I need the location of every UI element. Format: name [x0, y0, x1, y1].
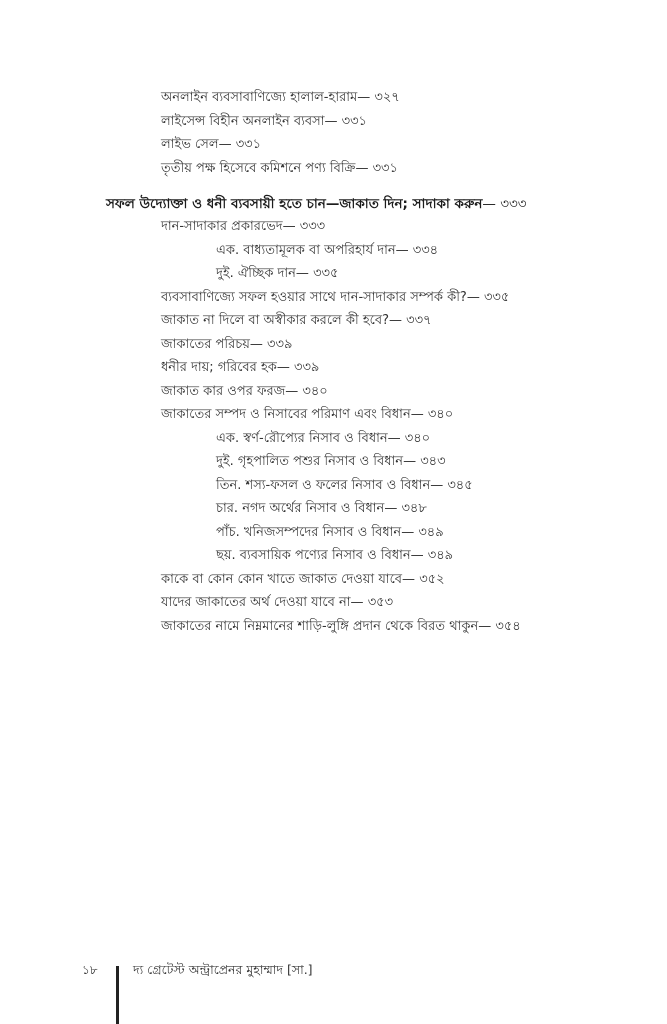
toc-entry [161, 593, 393, 613]
toc-entry-title: দান-সাদাকার প্রকারভেদ [161, 219, 283, 234]
toc-entry-page: ৩৫৩ [367, 595, 394, 610]
toc-entry-title: এক. বাধ্যতামূলক বা অপরিহার্য দান [216, 243, 396, 258]
toc-entry [161, 335, 292, 355]
toc-entry-page: ৩৩৫ [313, 266, 339, 281]
toc-dash: — [285, 384, 303, 399]
toc-subentry [216, 429, 430, 449]
toc-entry [161, 358, 319, 378]
toc-entry-title: জাকাত কার ওপর ফরজ [161, 384, 286, 399]
toc-subentry [216, 499, 427, 519]
toc-dash: — [276, 360, 295, 375]
toc-dash: — [403, 454, 421, 469]
toc-entry [161, 382, 328, 402]
toc-dash: — [355, 161, 373, 176]
toc-dash: — [249, 337, 268, 352]
toc-entry-page: ৩৪০ [302, 384, 328, 399]
toc-subentry [216, 546, 453, 566]
toc-entry-page: ৩৩১ [341, 114, 367, 129]
toc-entry-title: জাকাত না দিলে বা অস্বীকার করলে কী হবে? [161, 313, 390, 328]
toc-entry-page: ৩৫৪ [495, 619, 521, 634]
toc-dash: — [350, 595, 368, 610]
toc-entry-title: কাকে বা কোন কোন খাতে জাকাত দেওয়া যাবে [161, 572, 403, 587]
toc-entry [161, 112, 367, 132]
toc-entry-title: তৃতীয় পক্ষ হিসেবে কমিশনে পণ্য বিক্রি [161, 161, 356, 176]
toc-dash: — [387, 431, 405, 446]
toc-dash: — [384, 501, 402, 516]
toc-entry-title: দুই. গৃহপালিত পশুর নিসাব ও বিধান [216, 454, 404, 469]
toc-entry-title: দুই. ঐচ্ছিক দান [216, 266, 296, 281]
toc-subentry [216, 452, 446, 472]
toc-entry [161, 88, 400, 108]
toc-subentry [216, 264, 338, 284]
toc-dash: — [430, 478, 448, 493]
toc-entry-title: সফল উদ্যোক্তা ও ধনী ব্যবসায়ী হতে চান—জাকাত দিন; সাদাকা করুন [106, 196, 483, 212]
toc-entry [161, 135, 261, 155]
toc-entry-title: ছয়. ব্যবসায়িক পণ্যের নিসাব ও বিধান [216, 548, 411, 563]
toc-dash: — [357, 90, 375, 105]
toc-entry [161, 159, 398, 179]
toc-dash: — [478, 619, 496, 634]
toc-entry-page: ৩৩৯ [267, 337, 293, 352]
toc-entry-page: ৩৩৩ [299, 219, 326, 234]
footer-divider [116, 966, 119, 1024]
toc-entry [161, 217, 325, 237]
toc-entry-title: জাকাতের পরিচয় [161, 337, 250, 352]
toc-dash: — [324, 114, 342, 129]
toc-entry-title: ধনীর দায়; গরিবের হক [161, 360, 277, 375]
toc-dash: — [402, 572, 420, 587]
toc-entry-page: ৩৪৩ [420, 454, 446, 469]
toc-entry-title: লাইসেন্স বিহীন অনলাইন ব্যবসা [161, 114, 325, 129]
toc-entry [161, 311, 432, 331]
toc-dash: — [410, 548, 428, 563]
toc-entry-page: ৩৩১ [235, 137, 262, 152]
toc-dash: — [466, 290, 484, 305]
toc-dash: — [401, 525, 419, 540]
toc-entry-page: ৩৩৯ [294, 360, 320, 375]
toc-entry-title: লাইভ সেল [161, 137, 219, 152]
toc-entry-title: যাদের জাকাতের অর্থ দেওয়া যাবে না [161, 595, 351, 610]
toc-entry-title: জাকাতের সম্পদ ও নিসাবের পরিমাণ এবং বিধান [161, 407, 411, 422]
toc-entry-title: তিন. শস্য-ফসল ও ফলের নিসাব ও বিধান [216, 478, 431, 493]
toc-entry-page: ৩৩৫ [483, 290, 510, 305]
toc-entry-page: ৩৩৭ [406, 313, 432, 328]
toc-dash: — [410, 407, 428, 422]
toc-subentry [216, 523, 444, 543]
toc-entry-title: ব্যবসাবাণিজ্যে সফল হওয়ার সাথে দান-সাদাকার সম্পর্ক কী? [161, 290, 467, 305]
toc-dash: — [282, 219, 300, 234]
toc-entry-page: ৩৩১ [372, 161, 398, 176]
toc-entry [161, 570, 445, 590]
toc-entry-page: ৩৪৯ [418, 525, 444, 540]
toc-entry [161, 617, 521, 637]
toc-entry-page: ৩৪৫ [447, 478, 473, 493]
toc-entry-title: চার. নগদ অর্থের নিসাব ও বিধান [216, 501, 385, 516]
toc-subentry [216, 476, 473, 496]
toc-entry-page: ৩৩৪ [412, 243, 439, 258]
running-book-title: দ্য গ্রেটেস্ট অন্ট্রাপ্রেনর মুহাম্মাদ [সা.] [133, 962, 313, 977]
page-number: ১৮ [82, 963, 98, 977]
toc-entry-page: ৩৪৯ [427, 548, 454, 563]
toc-entry-title: এক. স্বর্ণ-রৌপ্যের নিসাব ও বিধান [216, 431, 388, 446]
toc-dash: — [389, 313, 407, 328]
toc-dash: — [395, 243, 413, 258]
toc-dash: — [482, 196, 501, 212]
toc-dash: — [295, 266, 314, 281]
toc-entry-title: জাকাতের নামে নিম্নমানের শাড়ি-লুঙ্গি প্রদান থেকে বিরত থাকুন [161, 619, 479, 634]
toc-entry-page: ৩৩৩ [500, 196, 527, 212]
toc-chapter-heading [106, 194, 527, 214]
toc-dash: — [218, 137, 236, 152]
toc-entry-page: ৩৫২ [419, 572, 445, 587]
toc-entry-page: ৩২৭ [374, 90, 400, 105]
toc-entry [161, 288, 509, 308]
toc-entry-page: ৩৪০ [427, 407, 454, 422]
toc-entry-title: অনলাইন ব্যবসাবাণিজ্যে হালাল-হারাম [161, 90, 358, 105]
toc-subentry [216, 241, 438, 261]
toc-entry-page: ৩৪০ [404, 431, 431, 446]
toc-entry [161, 405, 453, 425]
toc-entry-title: পাঁচ. খনিজসম্পদের নিসাব ও বিধান [216, 525, 402, 540]
toc-entry-page: ৩৪৮ [401, 501, 427, 516]
